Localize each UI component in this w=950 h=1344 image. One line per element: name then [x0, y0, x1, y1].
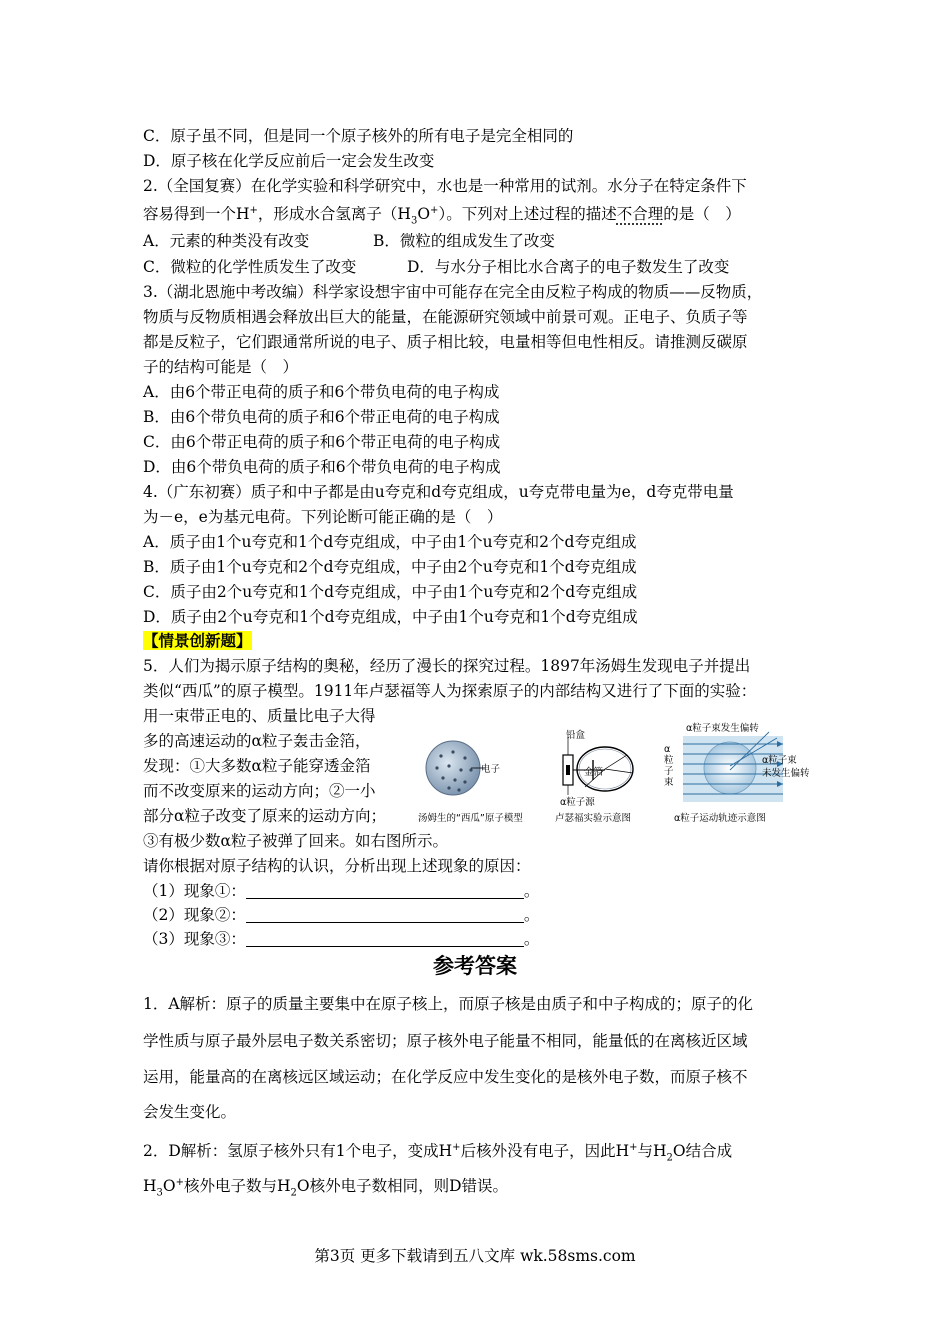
- q3-stem-line3: 都是反粒子，它们跟通常所说的电子、质子相比较，电量相等但电性相反。请推测反碳原: [143, 333, 748, 351]
- q5-stem-line6: 而不改变原来的运动方向；②一小: [143, 782, 376, 800]
- q4-option-b: B．质子由1个u夸克和2个d夸克组成，中子由2个u夸克和1个d夸克组成: [143, 558, 637, 576]
- q5-stem-line9: 请你根据对原子结构的认识，分析出现上述现象的原因：: [143, 857, 531, 875]
- q3-stem-line4: 子的结构可能是（ ）: [143, 358, 299, 376]
- beam-vertical-label: α粒子束: [664, 744, 674, 788]
- q3-option-a: A．由6个带正电荷的质子和6个带负电荷的电子构成: [143, 383, 500, 401]
- lead-box-label: 铅盒: [566, 730, 586, 741]
- q2-option-d: D．与水分子相比水合离子的电子数发生了改变: [407, 258, 730, 276]
- blank-line-2[interactable]: （2）现象②： 。: [143, 906, 540, 924]
- answer-title: 参考答案: [433, 953, 517, 978]
- emphasis-text: 不合理: [616, 205, 664, 224]
- trajectory-caption: α粒子运动轨迹示意图: [674, 813, 766, 824]
- no-deflect-label-1: α粒子束: [762, 755, 797, 766]
- deflect-label: α粒子束发生偏转: [686, 723, 759, 734]
- section-tag: 【情景创新题】: [143, 631, 252, 650]
- q1-option-d: D．原子核在化学反应前后一定会发生改变: [143, 152, 435, 170]
- blank-line-1[interactable]: （1）现象①： 。: [143, 882, 540, 900]
- alpha-source-label: α粒子源: [560, 797, 595, 808]
- q5-stem-line3: 用一束带正电的、质量比电子大得: [143, 707, 376, 725]
- q3-option-c: C．由6个带正电荷的质子和6个带正电荷的电子构成: [143, 433, 501, 451]
- q2-option-c: C．微粒的化学性质发生了改变: [143, 258, 357, 276]
- answer-1-line2: 学性质与原子最外层电子数关系密切；原子核外电子能量不相同，能量低的在离核近区域: [143, 1032, 748, 1050]
- q3-option-b: B．由6个带负电荷的质子和6个带正电荷的电子构成: [143, 408, 500, 426]
- no-deflect-label-2: 未发生偏转: [762, 768, 810, 779]
- q5-stem-line4: 多的高速运动的α粒子轰击金箔，: [143, 732, 371, 750]
- q5-stem-line5: 发现：①大多数α粒子能穿透金箔: [143, 757, 371, 775]
- q3-stem-line1: 3.（湖北恩施中考改编）科学家设想宇宙中可能存在完全由反粒子构成的物质——反物质，: [143, 283, 763, 301]
- thomson-caption: 汤姆生的“西瓜”原子模型: [418, 813, 523, 824]
- electron-label: 电子: [481, 764, 501, 775]
- q4-option-c: C．质子由2个u夸克和1个d夸克组成，中子由1个u夸克和2个d夸克组成: [143, 583, 638, 601]
- answer-2-line2: $H_3O^+$核外电子数与$H_2O$核外电子数相同，则D错误。: [143, 1177, 509, 1199]
- q3-stem-line2: 物质与反物质相遇会释放出巨大的能量，在能源研究领域中前景可观。正电子、负质子等: [143, 308, 748, 326]
- blank-line-3[interactable]: （3）现象③： 。: [143, 930, 540, 948]
- q5-stem-line2: 类似“西瓜”的原子模型。1911年卢瑟福等人为探索原子的内部结构又进行了下面的实验：: [143, 682, 757, 700]
- q5-stem-line8: ③有极少数α粒子被弹了回来。如右图所示。: [143, 832, 448, 850]
- q1-option-c: C．原子虽不同，但是同一个原子核外的所有电子是完全相同的: [143, 127, 574, 145]
- q2-option-a: A．元素的种类没有改变: [143, 232, 310, 250]
- q5-stem-line1: 5．人们为揭示原子结构的奥秘，经历了漫长的探究过程。1897年汤姆生发现电子并提出: [143, 657, 751, 675]
- q3-option-d: D．由6个带负电荷的质子和6个带负电荷的电子构成: [143, 458, 501, 476]
- rutherford-caption: 卢瑟福实验示意图: [555, 813, 632, 824]
- q2-option-b: B．微粒的组成发生了改变: [373, 232, 555, 250]
- q4-stem-line1: 4.（广东初赛）质子和中子都是由u夸克和d夸克组成，u夸克带电量为e，d夸克带电量: [143, 483, 734, 501]
- q4-option-d: D．质子由2个u夸克和1个d夸克组成，中子由1个u夸克和1个d夸克组成: [143, 608, 638, 626]
- answer-1-line3: 运用，能量高的在离核远区域运动；在化学反应中发生变化的是核外电子数，而原子核不: [143, 1068, 748, 1086]
- answer-1-line1: 1．A解析：原子的质量主要集中在原子核上，而原子核是由质子和中子构成的；原子的化: [143, 995, 754, 1013]
- gold-foil-label: 金箔: [584, 767, 604, 778]
- page-footer: 第3页 更多下载请到五八文库 wk.58sms.com: [314, 1247, 636, 1265]
- q2-stem-line2: 容易得到一个H+，形成水合氢离子$(H_3O^+)$。下列对上述过程的描述不合理的是（ ）: [143, 205, 741, 227]
- q4-option-a: A．质子由1个u夸克和1个d夸克组成，中子由1个u夸克和2个d夸克组成: [143, 533, 637, 551]
- q5-stem-line7: 部分α粒子改变了原来的运动方向；: [143, 807, 386, 825]
- answer-1-line4: 会发生变化。: [143, 1103, 237, 1121]
- q2-stem-line1: 2.（全国复赛）在化学实验和科学研究中，水也是一种常用的试剂。水分子在特定条件下: [143, 177, 747, 195]
- q4-stem-line2: 为－e，e为基元电荷。下列论断可能正确的是（ ）: [143, 508, 503, 526]
- answer-2-line1: 2．D解析：氢原子核外只有1个电子，变成H+后核外没有电子，因此H+与$H_2O$结合成: [143, 1142, 733, 1164]
